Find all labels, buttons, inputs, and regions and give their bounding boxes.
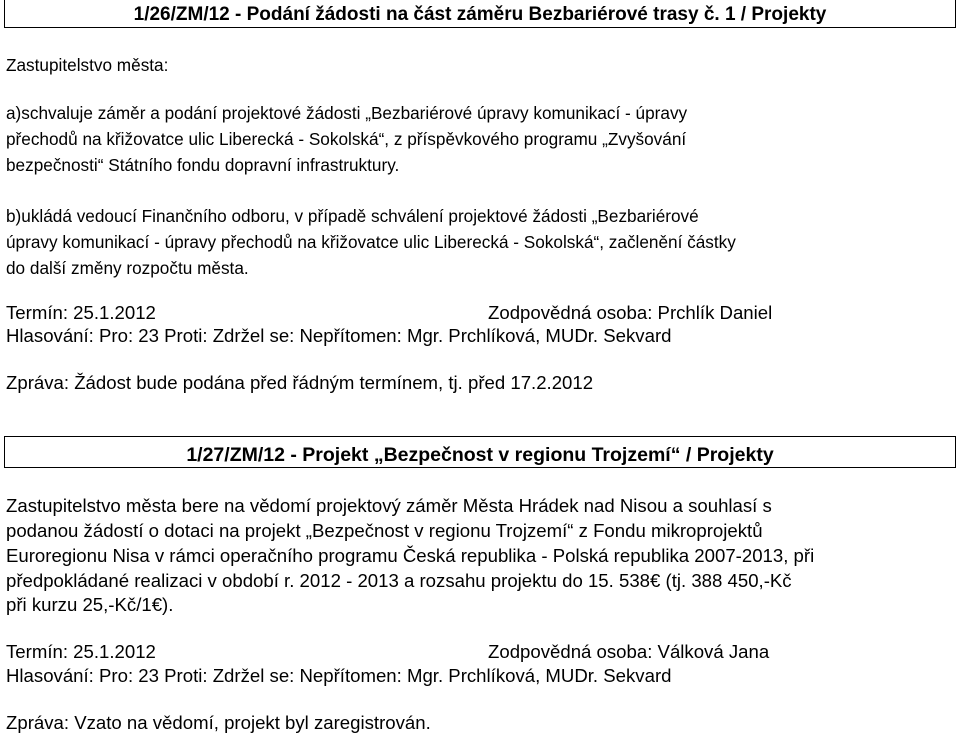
deadline-1: Termín: 25.1.2012 [6,302,156,323]
voting-1: Hlasování: Pro: 23 Proti: Zdržel se: Nepřítomen: Mgr. Prchlíková, MUDr. Sekvard [6,325,672,346]
paragraph-b-line-2: úpravy komunikací - úpravy přechodů na křižovatce ulic Liberecká - Sokolská“, začlenění částky [6,232,736,252]
paragraph-a-line-3: bezpečnosti“ Státního fondu dopravní infrastruktury. [6,155,400,175]
deadline-1-row [6,302,773,324]
body-2-line-1: Zastupitelstvo města bere na vědomí projektový záměr Města Hrádek nad Nisou a souhlasí s [6,495,772,516]
responsible-2: Zodpovědná osoba: Válková Jana [488,641,770,662]
resolution-2-header [4,436,956,468]
paragraph-b-line-3: do další změny rozpočtu města. [6,258,249,278]
resolution-1-header [4,0,956,28]
report-2: Zpráva: Vzato na vědomí, projekt byl zaregistrován. [6,712,431,733]
paragraph-a-line-2: přechodů na křižovatce ulic Liberecká - Sokolská“, z příspěvkového programu „Zvyšování [6,129,687,149]
report-1: Zpráva: Žádost bude podána před řádným termínem, tj. před 17.2.2012 [6,372,594,393]
resolution-2-title: 1/27/ZM/12 - Projekt „Bezpečnost v regionu Trojzemí“ / Projekty [186,444,774,466]
voting-2: Hlasování: Pro: 23 Proti: Zdržel se: Nepřítomen: Mgr. Prchlíková, MUDr. Sekvard [6,665,672,686]
deadline-2: Termín: 25.1.2012 [6,641,156,662]
body-2-line-5: při kurzu 25,-Kč/1€). [6,594,174,615]
resolution-1-title: 1/26/ZM/12 - Podání žádosti na část záměru Bezbariérové trasy č. 1 / Projekty [133,4,827,25]
body-2-line-4: předpokládané realizaci v období r. 2012 - 2013 a rozsahu projektu do 15. 538€ (tj. 388 450,-Kč [6,570,792,591]
council-label: Zastupitelstvo města: [6,55,169,75]
responsible-1: Zodpovědná osoba: Prchlík Daniel [488,302,773,323]
deadline-2-row [6,641,770,663]
body-2-line-2: podanou žádostí o dotaci na projekt „Bezpečnost v regionu Trojzemí“ z Fondu mikroprojektů [6,520,763,541]
paragraph-b-line-1: b)ukládá vedoucí Finančního odboru, v případě schválení projektové žádosti „Bezbariérové [6,206,699,226]
body-2-line-3: Euroregionu Nisa v rámci operačního programu Česká republika - Polská republika 2007-2013, při [6,545,815,566]
paragraph-a-line-1: a)schvaluje záměr a podání projektové žádosti „Bezbariérové úpravy komunikací - úpravy [6,103,688,123]
